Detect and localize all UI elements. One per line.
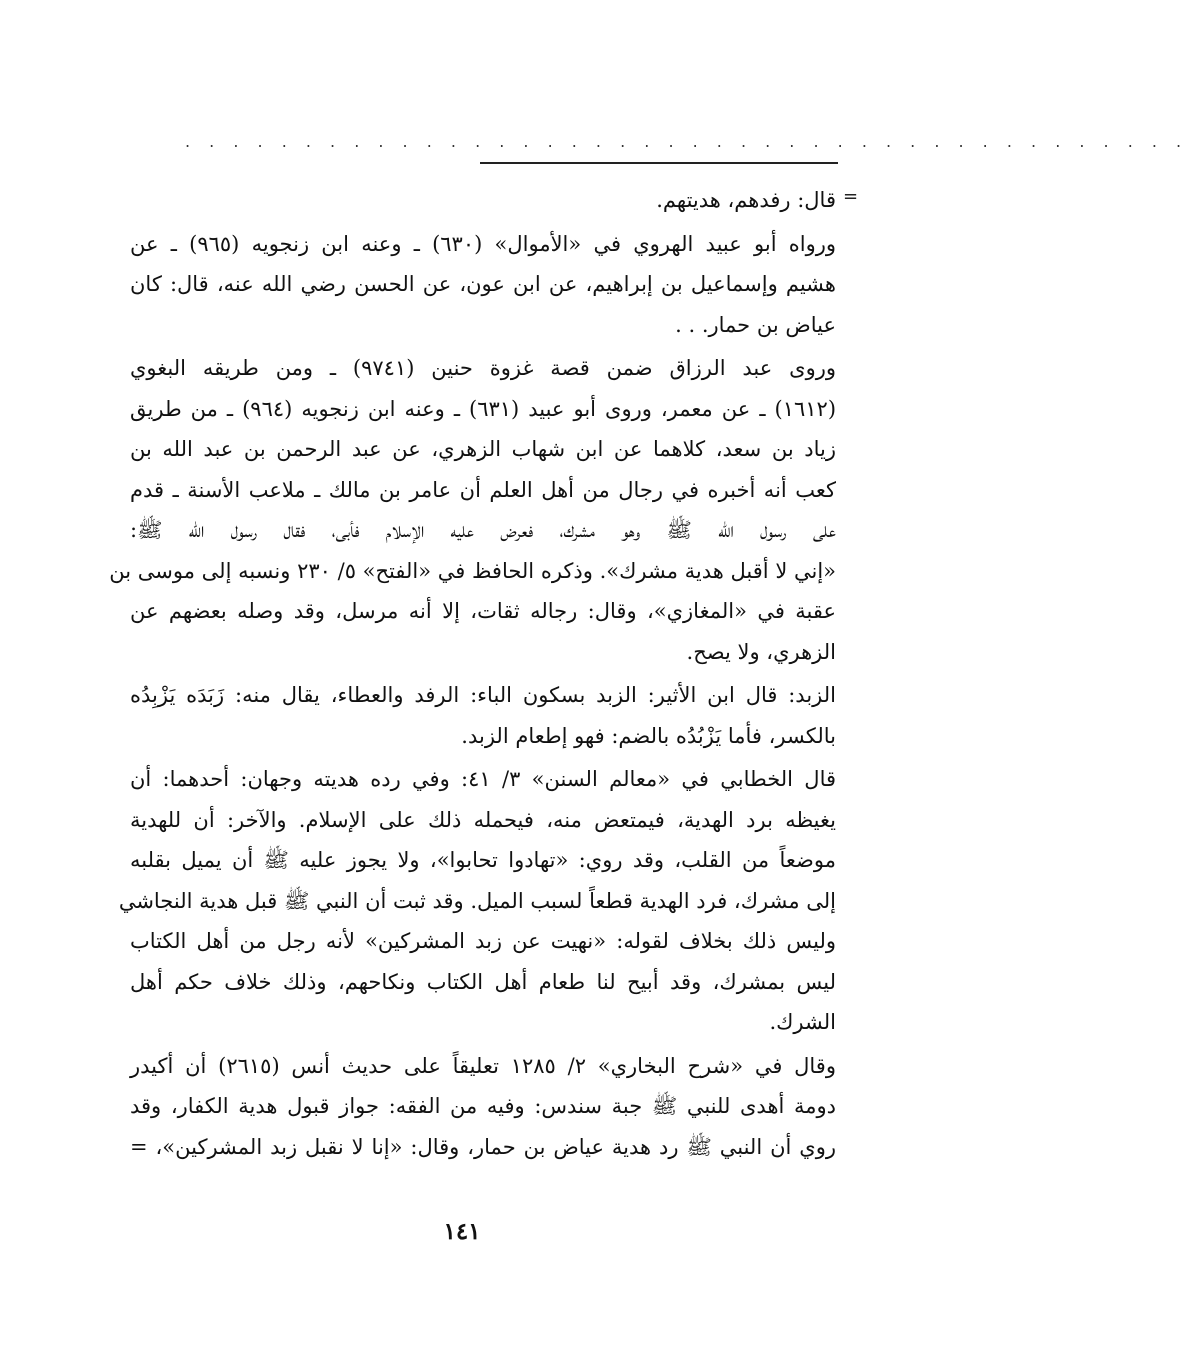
paragraph	[118, 759, 837, 1043]
text-line: ورواه أبو عبيد الهروي في «الأموال» (٦٣٠) ـ وعنه ابن زنجويه (٩٦٥) ـ عن	[130, 231, 837, 256]
paragraph	[130, 1046, 836, 1168]
text-line: ليس بمشرك، وقد أبيح لنا طعام أهل الكتاب ونكاحهم، وذلك خلاف حكم أهل	[130, 969, 836, 994]
text-line: الشرك.	[769, 1010, 836, 1034]
page-number: ١٤١	[443, 1218, 481, 1245]
text-line: إلى مشرك، فرد الهدية قطعاً لسبب الميل. وقد ثبت أن النبي ﷺ قبل هدية النجاشي	[118, 888, 836, 913]
text-line: عياض بن حمار. . .	[675, 312, 836, 337]
text-line: كعب أنه أخبره في رجال من أهل العلم أن عامر بن مالك ـ ملاعب الأسنة ـ قدم	[130, 477, 836, 502]
text-line: موضعاً من القلب، وقد روي: «تهادوا تحابوا»، ولا يجوز عليه ﷺ أن يميل بقلبه	[130, 848, 836, 872]
text-line: «إني لا أقبل هدية مشرك». وذكره الحافظ في «الفتح» ٥/ ٢٣٠ ونسبه إلى موسى بن	[109, 558, 836, 583]
text-line: روي أن النبي ﷺ رد هدية عياض بن حمار، وقال: «إنا لا نقبل زبد المشركين»، =	[130, 1134, 836, 1159]
dotted-separator: . . . . . . . . . . . . . . . . . . . . . . . . . . . . . . . . . . . . . . . . . .	[185, 132, 1188, 151]
paragraph	[130, 224, 836, 346]
footnote-rule	[480, 162, 838, 164]
text-line: بالكسر، فأما يَزْبُدُه بالضم: فهو إطعام الزبد.	[461, 723, 836, 748]
text-line: الزهري، ولا يصح.	[686, 639, 836, 664]
text-line: قال: رفدهم، هديتهم.	[656, 188, 836, 212]
text-line: عقبة في «المغازي»، وقال: رجاله ثقات، إلا أنه مرسل، وقد وصله بعضهم عن	[130, 599, 836, 623]
continuation-mark: =	[843, 186, 859, 207]
text-line: هشيم وإسماعيل بن إبراهيم، عن ابن عون، عن الحسن رضي الله عنه، قال: كان	[130, 272, 836, 296]
paragraph	[130, 180, 836, 221]
paragraph	[130, 675, 836, 756]
text-line: على رسول الله ﷺ وهو مشرك، فعرض عليه الإسلام فأبى، فقال رسول الله ﷺ:	[130, 518, 836, 542]
text-line: (١٦١٢) ـ عن معمر، وروى أبو عبيد (٦٣١) ـ وعنه ابن زنجويه (٩٦٤) ـ من طريق	[130, 396, 837, 421]
text-line: زياد بن سعد، كلاهما عن ابن شهاب الزهري، عن عبد الرحمن بن عبد الله بن	[130, 437, 836, 461]
text-line: قال الخطابي في «معالم السنن» ٣/ ٤١: وفي رده هديته وجهان: أحدهما: أن	[130, 767, 837, 791]
text-line: يغيظه برد الهدية، فيمتعض منه، فيحمله ذلك على الإسلام. والآخر: أن للهدية	[130, 807, 836, 832]
footnote-text	[109, 180, 837, 1167]
text-line: وليس ذلك بخلاف لقوله: «نهيت عن زبد المشركين» لأنه رجل من أهل الكتاب	[130, 929, 836, 953]
text-line: الزبد: قال ابن الأثير: الزبد بسكون الباء: الرفد والعطاء، يقال منه: زَبَدَه يَزْبِدُه	[130, 683, 836, 707]
text-line: وروى عبد الرزاق ضمن قصة غزوة حنين (٩٧٤١) ـ ومن طريقه البغوي	[130, 356, 836, 380]
text-line: وقال في «شرح البخاري» ٢/ ١٢٨٥ تعليقاً على حديث أنس (٢٦١٥) أن أكيدر	[130, 1053, 836, 1078]
paragraph	[109, 348, 837, 672]
text-line: دومة أهدى للنبي ﷺ جبة سندس: وفيه من الفقه: جواز قبول هدية الكفار، وقد	[130, 1094, 836, 1118]
